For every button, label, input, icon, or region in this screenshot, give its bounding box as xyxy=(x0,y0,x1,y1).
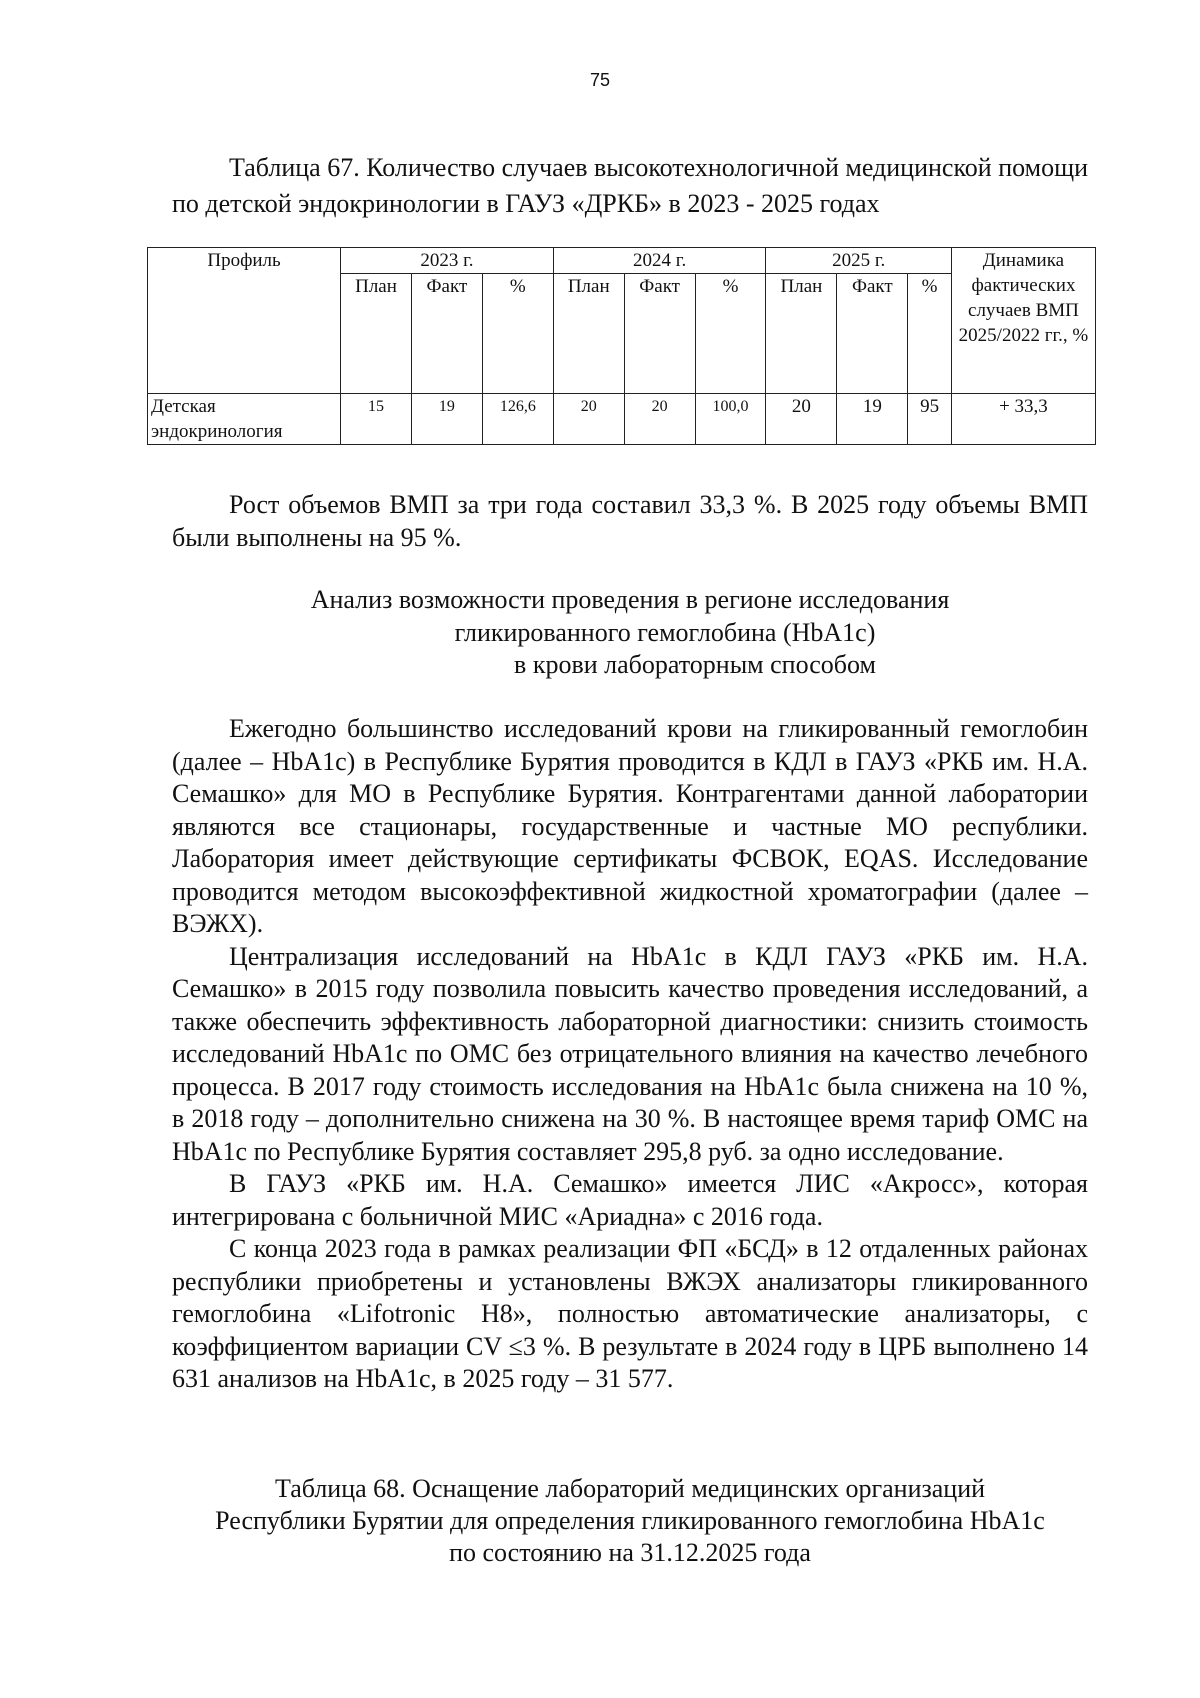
header-profile: Профиль xyxy=(148,248,341,394)
summary-paragraph xyxy=(172,489,1088,554)
header-plan-2024: План xyxy=(553,274,624,394)
header-year-2023: 2023 г. xyxy=(341,248,554,274)
cell-plan-2023: 15 xyxy=(341,394,412,445)
header-dynamics: Динамика фактических случаев ВМП 2025/2022 гг., % xyxy=(951,248,1095,394)
header-pct-2025: % xyxy=(908,274,952,394)
page-number: 75 xyxy=(589,70,611,90)
header-year-2025: 2025 г. xyxy=(766,248,951,274)
cell-plan-2025: 20 xyxy=(766,394,837,445)
table-row xyxy=(148,394,1096,445)
section-heading-line-3: в крови лабораторным способом xyxy=(514,650,876,679)
cell-pct-2024: 100,0 xyxy=(695,394,766,445)
header-fact-2024: Факт xyxy=(624,274,695,394)
cell-plan-2024: 20 xyxy=(553,394,624,445)
summary-text: Рост объемов ВМП за три года составил 33,3 %. В 2025 году объемы ВМП были выполнены на 95 %. xyxy=(172,490,1088,552)
section-heading-line-1: Анализ возможности проведения в регионе исследования xyxy=(310,585,950,614)
header-year-2024: 2024 г. xyxy=(553,248,766,274)
cell-pct-2025: 95 xyxy=(908,394,952,445)
cell-fact-2023: 19 xyxy=(411,394,482,445)
table-68-caption-line-1: Таблица 68. Оснащение лабораторий медицинских организаций xyxy=(274,1474,986,1503)
body-paragraph-2: Централизация исследований на HbA1c в КДЛ ГАУЗ «РКБ им. Н.А. Семашко» в 2015 году позволила повысить качество проведения исследований, а также обеспечить эффективность лабораторной диагностики: снизить стоимость исследований HbA1c по ОМС без отрицательного влияния на качество лечебного процесса. В 2017 году стоимость исследования на HbA1c была снижена на 10 %, в 2018 году – дополнительно снижена на 30 %. В настоящее время тариф ОМС на HbA1c по Республике Бурятия составляет 295,8 руб. за одно исследование. xyxy=(172,941,1088,1166)
header-plan-2025: План xyxy=(766,274,837,394)
header-fact-2025: Факт xyxy=(837,274,908,394)
cell-dynamics: + 33,3 xyxy=(951,394,1095,445)
cell-fact-2024: 20 xyxy=(624,394,695,445)
section-heading-line-2: гликированного гемоглобина (HbA1c) xyxy=(454,617,876,647)
header-plan-2023: План xyxy=(341,274,412,394)
table-67 xyxy=(147,247,1096,445)
section-heading xyxy=(172,584,1088,682)
table-header-row-years xyxy=(148,248,1096,274)
table-68-caption xyxy=(172,1473,1088,1569)
table-68-caption-line-2: Республики Бурятии для определения гликированного гемоглобина HbA1c xyxy=(215,1506,1045,1535)
body-paragraph-1: Ежегодно большинство исследований крови на гликированный гемоглобин (далее – HbA1c) в Республике Бурятия проводится в КДЛ в ГАУЗ «РКБ им. Н.А. Семашко» для МО в Республике Бурятия. Контрагентами данной лаборатории являются все стационары, государственные и частные МО республики. Лаборатория имеет действующие сертификаты ФСВОК, EQAS. Исследование проводится методом высокоэффективной жидкостной хроматографии (далее – ВЭЖХ). xyxy=(172,714,1088,938)
body-text xyxy=(172,713,1088,1396)
body-paragraph-3: В ГАУЗ «РКБ им. Н.А. Семашко» имеется ЛИС «Акросс», которая интегрирована с больничной МИС «Ариадна» с 2016 года. xyxy=(172,1169,1088,1231)
row-profile: Детская эндокринология xyxy=(148,394,341,445)
header-pct-2023: % xyxy=(482,274,553,394)
body-paragraph-4: С конца 2023 года в рамках реализации ФП «БСД» в 12 отдаленных районах республики приобретены и установлены ВЖЭХ анализаторы гликированного гемоглобина «Lifotronic H8», полностью автоматические анализаторы, с коэффициентом вариации CV ≤3 %. В результате в 2024 году в ЦРБ выполнено 14 631 анализов на HbA1c, в 2025 году – 31 577. xyxy=(172,1234,1088,1393)
header-fact-2023: Факт xyxy=(411,274,482,394)
cell-pct-2023: 126,6 xyxy=(482,394,553,445)
table-67-caption: Таблица 67. Количество случаев высокотехнологичной медицинской помощи по детской эндокринологии в ГАУЗ «ДРКБ» в 2023 - 2025 годах xyxy=(172,153,1088,218)
header-pct-2024: % xyxy=(695,274,766,394)
cell-fact-2025: 19 xyxy=(837,394,908,445)
table-68-caption-line-3: по состоянию на 31.12.2025 года xyxy=(449,1538,811,1567)
